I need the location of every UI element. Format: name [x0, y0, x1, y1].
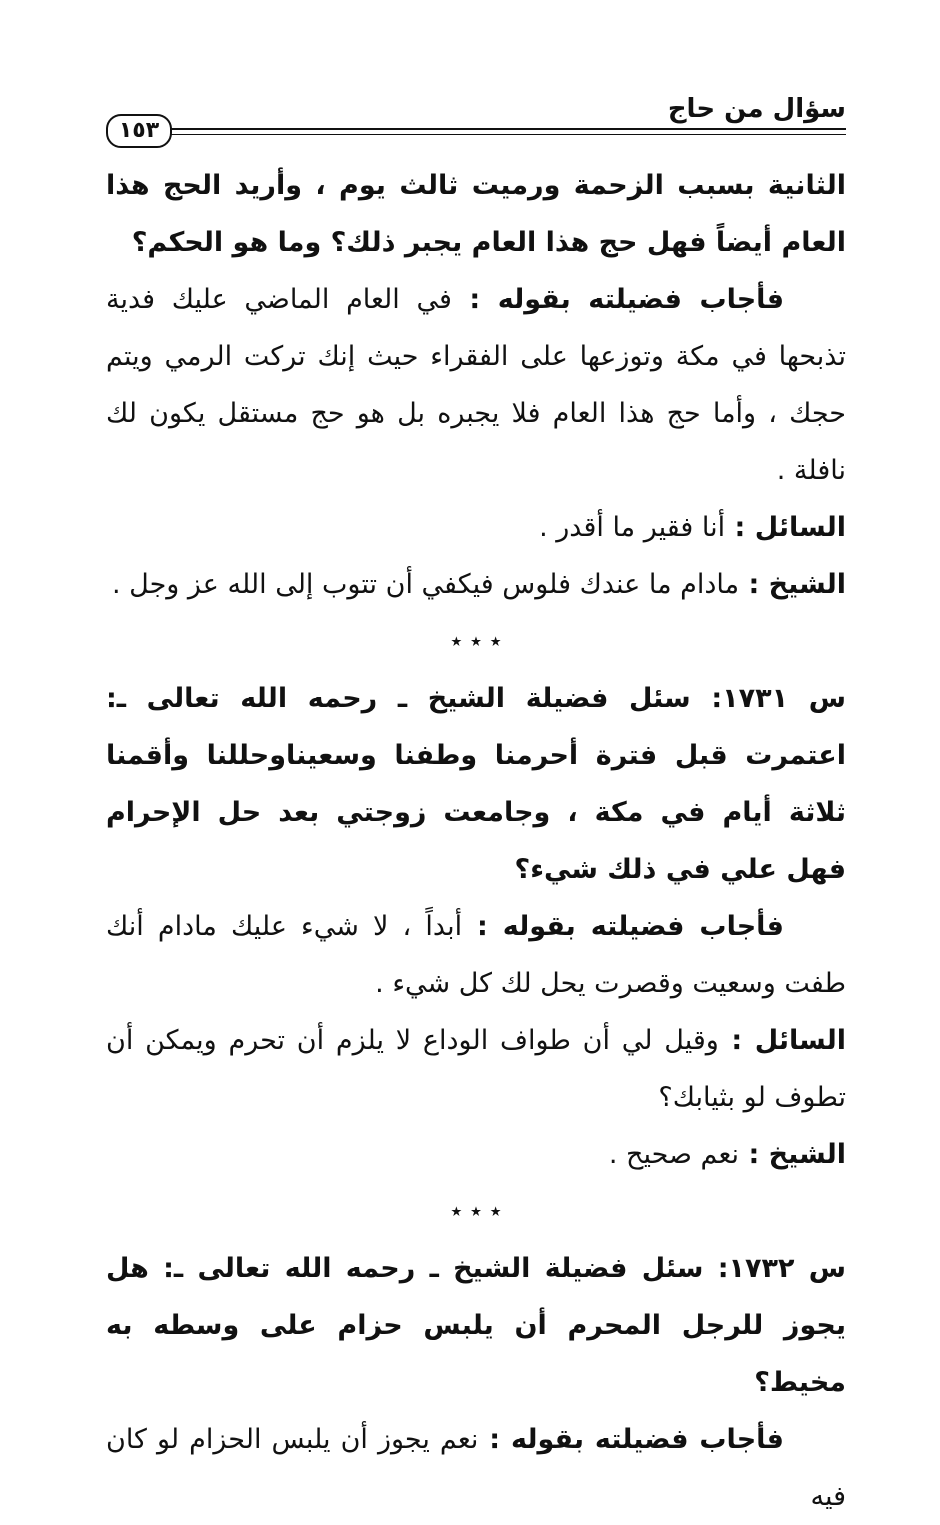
question-1731: س ١٧٣١: سئل فضيلة الشيخ ـ رحمه الله تعالى ـ: اعتمرت قبل فترة أحرمنا وطفنا وسعيناوحللنا وأقمنا ثلاثة أيام في مكة ، وجامعت زوجتي بعد حل الإحرام فهل علي في ذلك شيء؟: [106, 683, 846, 885]
sheikh-text: مادام ما عندك فلوس فيكفي أن تتوب إلى الله عز وجل .: [111, 569, 740, 600]
page-number: ١٥٣: [106, 114, 172, 148]
section-separator: ٭ ٭ ٭: [450, 629, 502, 654]
question-1732: س ١٧٣٢: سئل فضيلة الشيخ ـ رحمه الله تعالى ـ: هل يجوز للرجل المحرم أن يلبس حزام على وسطه به مخيط؟: [106, 1253, 846, 1398]
questioner-text: وقيل لي أن طواف الوداع لا يلزم أن تحرم ويمكن أن تطوف لو بثيابك؟: [106, 1025, 846, 1113]
dialogue-line: [106, 1012, 846, 1126]
answer-paragraph: [106, 898, 846, 1012]
sheikh-label: الشيخ :: [739, 569, 846, 600]
answer-label: فأجاب فضيلته بقوله :: [478, 1424, 784, 1455]
running-header: [106, 92, 846, 152]
answer-text: أبداً ، لا شيء عليك مادام أنك طفت وسعيت وقصرت يحل لك كل شيء .: [106, 911, 846, 999]
answer-paragraph: [106, 271, 846, 499]
chapter-title: سؤال من حاج: [667, 94, 846, 124]
answer-label: فأجاب فضيلته بقوله :: [462, 911, 784, 942]
dialogue-line: [106, 1126, 846, 1183]
sheikh-text: نعم صحيح .: [608, 1139, 740, 1170]
question-continuation: الثانية بسبب الزحمة ورميت ثالث يوم ، وأريد الحج هذا العام أيضاً فهل حج هذا العام يجبر ذلك؟ وما هو الحكم؟: [106, 170, 846, 258]
sheikh-label: الشيخ :: [739, 1139, 846, 1170]
header-rule: [160, 128, 846, 135]
questioner-label: السائل :: [725, 512, 846, 543]
questioner-text: أنا فقير ما أقدر .: [539, 512, 726, 543]
answer-text: نعم يجوز أن يلبس الحزام لو كان فيه: [106, 1424, 846, 1512]
dialogue-line: [106, 556, 846, 613]
answer-paragraph: [106, 1411, 846, 1525]
answer-text: في العام الماضي عليك فدية تذبحها في مكة وتوزعها على الفقراء حيث إنك تركت الرمي ويتم حجك ، وأما حج هذا العام فلا يجبره بل هو حج مستقل يكون لك نافلة .: [106, 284, 846, 486]
answer-label: فأجاب فضيلته بقوله :: [451, 284, 784, 315]
body-text: [106, 157, 846, 1525]
dialogue-line: [106, 499, 846, 556]
questioner-label: السائل :: [718, 1025, 846, 1056]
section-separator: ٭ ٭ ٭: [450, 1199, 502, 1224]
